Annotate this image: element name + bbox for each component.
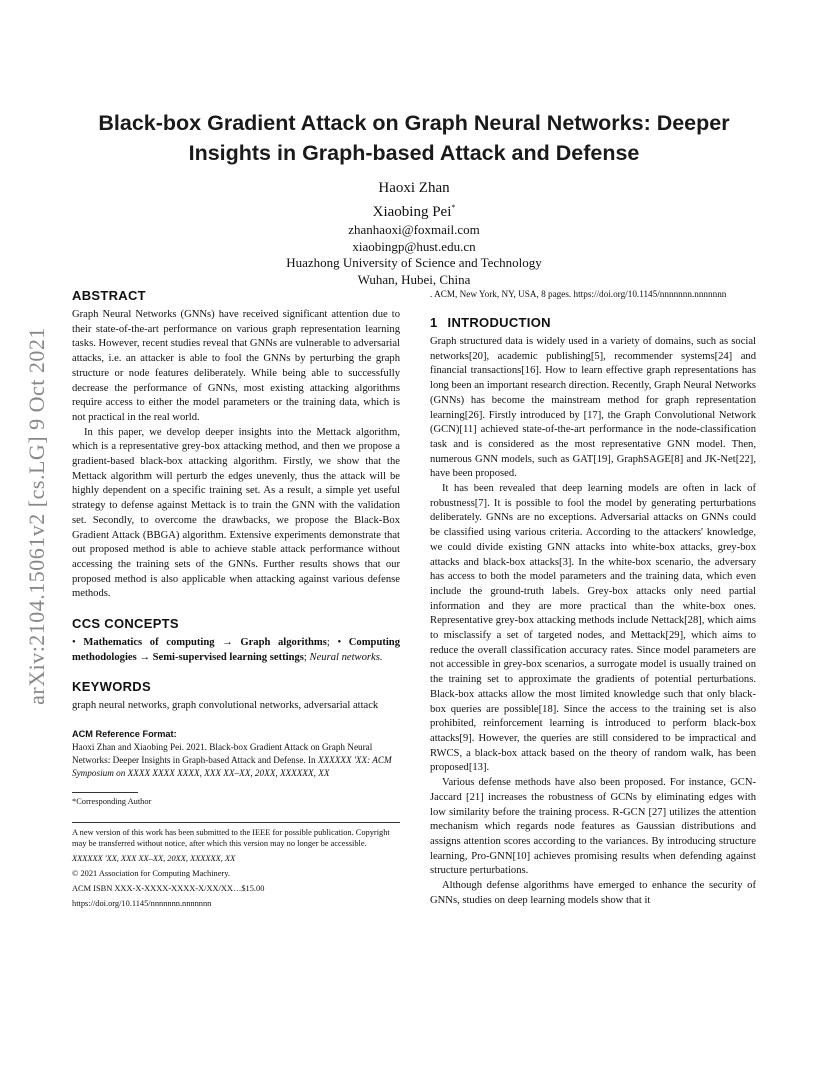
author-block [200,178,628,288]
introduction-number: 1 [430,315,438,330]
acm-reference-heading: ACM Reference Format: [72,729,177,740]
acm-reference-citation: Haoxi Zhan and Xiaobing Pei. 2021. Black-box Gradient Attack on Graph Neural Networks: Deeper Insights in Graph-based Attack and Defense. In [72,742,373,766]
author-affiliation: Huazhong University of Science and Technology [286,255,542,270]
footnote-rule [72,792,138,793]
paper-title: Black-box Gradient Attack on Graph Neural Networks: Deeper Insights in Graph-based Attack and Defense [98,111,730,165]
isbn-line: ACM ISBN XXX-X-XXXX-XXXX-X/XX/XX…$15.00 [72,884,265,894]
abstract-paragraph-2: In this paper, we develop deeper insights into the Mettack algorithm, which is a representative grey-box attacking method, and then we propose a gradient-based black-box attacking algorithm. Firstly, we show that the Mettack algorithm will perturb the edges unevenly, thus the attack will be highly dependent on a specific training set. As a result, a simple yet useful strategy to defense against Mettack is to train the GNN with the validation set. Secondly, to overcome the drawbacks, we propose the Black-Box Gradient Attack (BBGA) algorithm. Extensive experiments demonstrate that out proposed method is able to achieve stable attack performance without accessing the training sets of the GNNs. Further results shows that our proposed method is also applicable when attacking against various defense methods. [72,426,400,600]
abstract-heading: ABSTRACT [72,288,146,303]
acm-reference-text [72,741,400,780]
ccs-separator-2: ; [303,651,307,663]
ccs-concepts [72,636,400,665]
acm-reference-continuation: . ACM, New York, NY, USA, 8 pages. https://doi.org/10.1145/nnnnnnn.nnnnnnn [430,289,727,299]
introduction-title: INTRODUCTION [447,315,551,330]
keywords-heading: KEYWORDS [72,679,151,695]
ccs-bullet-1: • [72,637,76,649]
introduction-heading [430,315,756,331]
arxiv-identifier: arXiv:2104.15061v2 [cs.LG] 9 Oct 2021 [24,327,49,705]
acm-reference-venue: XXXXXX 'XX: ACM Symposium on XXXX XXXX XXXX, XXX XX–XX, 20XX, XXXXXX, XX [72,755,392,779]
ccs-bullet-2: • [337,637,342,649]
ccs-item-3: Neural networks. [309,651,383,663]
copyright-line: © 2021 Association for Computing Machinery. [72,869,230,879]
author-email-1: zhanhaoxi@foxmail.com [348,222,480,237]
intro-paragraph-3: Various defense methods have also been proposed. For instance, GCN-Jaccard [21] increases the robustness of GCNs by eliminating edges with low similarity before the training process. R-GCN [27] utilizes the attention mechanism which regards node features as Gaussian distributions and assigns attention scores according to the variances. By introducing structure learning, Pro-GNN[10] achieves promising results when defending against structure perturbations. [430,777,756,877]
keywords-text: graph neural networks, graph convolutional networks, adversarial attack [72,700,379,712]
ccs-item-2: Computing methodologies → Semi-supervised learning settings [72,637,400,663]
author-name-2-wrapper [200,198,628,222]
corresponding-mark: * [451,203,456,212]
arxiv-side-stamp [22,296,52,736]
ccs-item-1: Mathematics of computing → Graph algorithms [83,637,327,649]
author-location: Wuhan, Hubei, China [357,271,471,287]
ccs-separator-1: ; [326,637,338,649]
conference-line [72,853,400,864]
left-column [72,288,400,909]
author-name-1: Haoxi Zhan [378,180,450,196]
intro-paragraph-1: Graph structured data is widely used in a variety of domains, such as social networks[20], academic publishing[5], recommender systems[24] and financial transactions[16]. How to learn effective graph representations has long been an important research direction. Recently, Graph Neural Networks (GNNs) has become the mainstream method for graph representation learning[26]. Firstly introduced by [17], the Graph Convolutional Network (GCN)[11] achieved state-of-the-art performance in the node-classification task and is considered as the most representative GNN model. Then, numerous GNN models, such as GAT[19], GraphSAGE[8] and JK-Net[22], have been proposed. [430,336,756,480]
doi-line: https://doi.org/10.1145/nnnnnnn.nnnnnnn [72,899,212,909]
intro-paragraph-2: It has been revealed that deep learning models are often in lack of robustness[7]. It is possible to fool the model by generating perturbations deliberately. GNNs are no exceptions. Adversarial attacks on GNNs could be classified using various criteria. According to the attackers' knowledge, we could divide existing GNN attacks into white-box attacks, grey-box attacks and black-box attacks[3]. In the white-box scenario, the adversary has access to both the model parameters and the training data, which even include the ground-truth labels. Grey-box attacks only need partial information and they are more practical than the white-box ones. Representative grey-box attacking methods include Nettack[28], which aims to misclassify a set of targeted nodes, and Mettack[29], which aims to reduce the overall classification accuracy rates. Since model parameters are not accessible in grey-box scenarios, a surrogate model is usually trained on the training set to approximate the gradients of potential perturbations. Black-box attacks allow the most limited knowledge such that only black-box queries are possible[18]. Since the access to the training set is also prohibited, reinforcement learning is introduced to perform black-box attacks[9]. However, the queries are still considered to be impractical and RWCS, a black-box attack based on the theory of random walk, has been proposed[13]. [430,483,756,774]
permission-rule [72,822,400,823]
author-email-2: xiaobingp@hust.edu.cn [352,238,476,254]
intro-paragraph-4: Although defense algorithms have emerged to enhance the security of GNNs, studies on deep learning models show that it [430,880,756,906]
conference-info: XXXXXX 'XX, XXX XX–XX, 20XX, XXXXXX, XX [72,854,236,864]
author-name-2: Xiaobing Pei [372,204,452,220]
right-column [430,288,756,908]
ccs-heading: CCS CONCEPTS [72,616,179,632]
permission-statement: A new version of this work has been submitted to the IEEE for possible publication. Copyright may be transferred without notice, after which this version may no longer be accessible. [72,828,390,849]
abstract-paragraph-1: Graph Neural Networks (GNNs) have received significant attention due to their state-of-the-art performance on various graph representation learning tasks. However, recent studies reveal that GNNs are vulnerable to adversarial attacks, i.e. an attacker is able to fool the GNNs by perturbing the graph structure or node features deliberately. While being able to successfully decrease the performance of GNNs, most existing attacking algorithms require access to either the model parameters or the training data, which is not practical in the real world. [72,309,400,423]
corresponding-author-footnote: *Corresponding Author [72,797,152,807]
